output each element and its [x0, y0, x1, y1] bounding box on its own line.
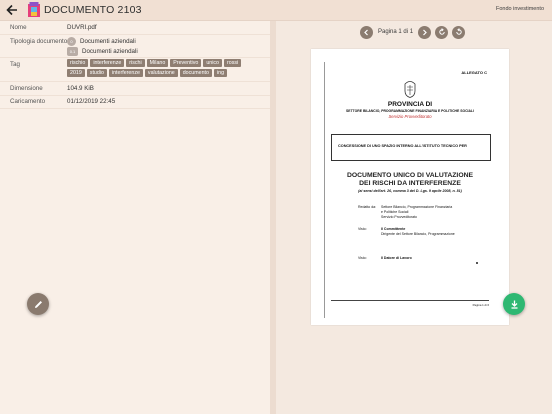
page-indicator: Pagina 1 di 1 — [378, 29, 414, 35]
redatto-label: Redatto da: — [358, 205, 377, 209]
edit-button[interactable] — [27, 293, 49, 315]
chevron-left-icon — [363, 29, 370, 36]
tag-chip[interactable]: studio — [87, 69, 107, 77]
download-button[interactable] — [503, 293, 525, 315]
back-arrow-icon[interactable] — [6, 3, 18, 17]
servizio-heading: Servizio Provveditorato — [388, 114, 432, 119]
tag-chip[interactable]: ing — [214, 69, 227, 77]
rotate-right-button[interactable] — [435, 26, 448, 39]
page-title: DOCUMENTO 2103 — [44, 4, 142, 16]
page-navigation — [360, 25, 465, 39]
top-bar — [0, 0, 552, 21]
duvri-subtitle: (ai sensi dell'art. 26, comma 3 del D. Lgs. 9 aprile 2008, n. 81) — [358, 189, 462, 193]
upload-row — [0, 95, 270, 109]
visto-label: Visto: — [358, 227, 367, 231]
tag-chip[interactable]: rossi — [224, 59, 241, 67]
concessione-text: CONCESSIONE DI UNO SPAZIO INTERNO ALL'ISTITUTO TECNICO PER — [338, 144, 467, 148]
ink-dot — [476, 262, 478, 264]
allegato-label: ALLEGATO C — [461, 70, 487, 75]
provincia-heading: PROVINCIA DI — [387, 101, 433, 108]
category-icon: 0 — [67, 37, 76, 46]
type-item-label: Documenti aziendali — [82, 47, 138, 55]
redatto-line: Servizio Provveditorato — [381, 215, 417, 219]
type-list — [67, 36, 138, 56]
tag-label: Tag — [10, 61, 20, 68]
size-value: 104.9 KiB — [67, 85, 94, 92]
type-item-label: Documenti aziendali — [80, 37, 136, 45]
committente-line: Il Committente — [381, 227, 406, 231]
next-page-button[interactable] — [418, 26, 431, 39]
previous-page-button[interactable] — [360, 26, 373, 39]
tag-chip[interactable]: rischi — [126, 59, 144, 67]
archive-label: Fondo investimento — [496, 6, 544, 12]
upload-label: Caricamento — [10, 98, 46, 105]
visto-label: Visto: — [358, 256, 367, 260]
coat-of-arms-icon — [403, 80, 417, 98]
name-label: Nome — [10, 24, 27, 31]
details-panel — [0, 21, 270, 414]
chevron-right-icon — [421, 29, 428, 36]
tag-chip[interactable]: unico — [203, 59, 222, 67]
type-label: Tipologia documento — [10, 38, 68, 45]
datore-line: Il Datore di Lavoro — [381, 256, 412, 260]
rotate-left-button[interactable] — [452, 26, 465, 39]
tag-list — [67, 59, 257, 77]
duvri-title-line-2: DEI RISCHI DA INTERFERENZE — [359, 180, 461, 187]
download-icon — [509, 299, 520, 310]
duvri-title-line-1: DOCUMENTO UNICO DI VALUTAZIONE — [346, 172, 474, 179]
size-label: Dimensione — [10, 85, 43, 92]
settore-heading: SETTORE BILANCIO, PROGRAMMAZIONE FINANZIARIA E POLITICHE SOCIALI — [346, 109, 474, 113]
redatto-line: e Politiche Sociali — [381, 210, 409, 214]
tag-chip[interactable]: documento — [180, 69, 212, 77]
upload-value: 01/12/2019 22:45 — [67, 98, 116, 105]
tag-chip[interactable]: interferenze — [109, 69, 143, 77]
footer-rule — [331, 300, 489, 301]
rotate-left-icon — [455, 28, 463, 36]
app-logo-icon — [28, 2, 40, 17]
type-item — [67, 36, 138, 46]
pdf-page — [311, 49, 509, 325]
tag-chip[interactable]: rischio — [67, 59, 88, 67]
pencil-icon — [33, 299, 44, 310]
rotate-right-icon — [438, 28, 446, 36]
tag-chip[interactable]: interferenze — [90, 59, 124, 67]
concessione-box — [331, 134, 491, 161]
tag-chip[interactable]: Milano — [147, 59, 169, 67]
name-row — [0, 21, 270, 35]
size-row — [0, 82, 270, 96]
name-value: DUVRI.pdf — [67, 24, 97, 31]
tag-chip[interactable]: 2019 — [67, 69, 85, 77]
type-row — [0, 34, 270, 58]
tag-chip[interactable]: Preventivo — [170, 59, 201, 67]
subcategory-icon: 0.1 — [67, 47, 78, 56]
redatto-line: Settore Bilancio, Programmazione Finanziaria — [381, 205, 453, 209]
dirigente-line: Dirigente del Settore Bilancio, Programmazione — [381, 232, 455, 236]
tag-chip[interactable]: valutazione — [145, 69, 178, 77]
pdf-footer: Pagina 1 di 6 — [472, 303, 489, 307]
type-item — [67, 46, 138, 56]
